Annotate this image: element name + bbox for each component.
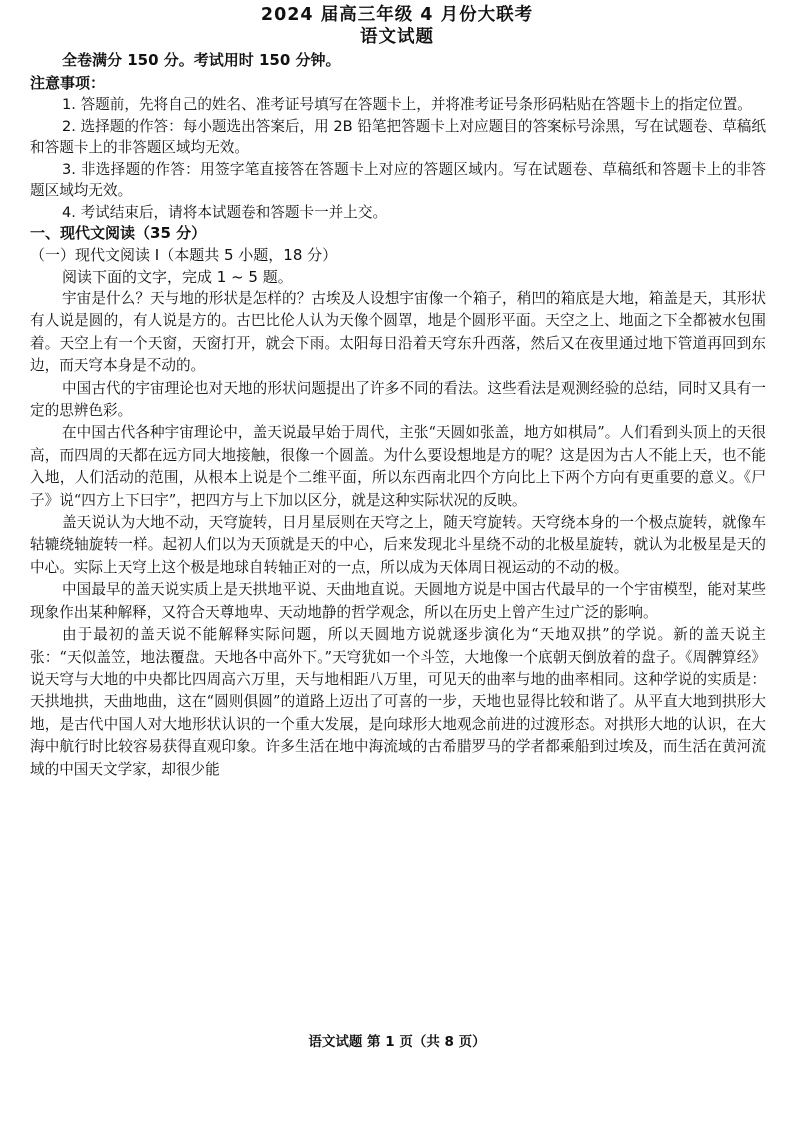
subject-title: 语文试题 (360, 27, 434, 47)
passage-paragraph: 由于最初的盖天说不能解释实际问题，所以天圆地方说就逐步演化为“天地双拱”的学说。新的盖天说主张：“天似盖笠，地法覆盘。天地各中高外下。”天穹犹如一个斗笠，大地像一个底朝天倒放着的盘子。《周髀算经》说天穹与大地的中央都比四周高六万里，天与地相距八万里，可见天的曲率与地的曲率相同。这种学说的实质是：天拱地拱，天曲地曲，这在“圆则俱圆”的道路上迈出了可喜的一步，天地也显得比较和谐了。从平直大地到拱形大地，是古代中国人对大地形状认识的一个重大发展，是向球形大地观念前进的过渡形态。对拱形大地的认识，在大海中航行时比较容易获得直观印象。许多生活在地中海流域的古希腊罗马的学者都乘船到过埃及，而生活在黄河流域的中国天文学家，却很少能 (30, 626, 766, 778)
passage-paragraph: 中国古代的宇宙理论也对天地的形状问题提出了许多不同的看法。这些看法是观测经验的总结，同时又具有一定的思辨色彩。 (30, 379, 766, 420)
notice-item: 3. 非选择题的作答：用签字笔直接答在答题卡上对应的答题区域内。写在试题卷、草稿纸和答题卡上的非答题区域均无效。 (30, 160, 766, 199)
notice-item: 2. 选择题的作答：每小题选出答案后，用 2B 铅笔把答题卡上对应题目的答案标号涂黑，写在试题卷、草稿纸和答题卡上的非答题区域均无效。 (30, 117, 766, 156)
subsection-heading: （一）现代文阅读 Ⅰ（本题共 5 小题，18 分） (30, 246, 338, 264)
exam-title: 2024 届高三年级 4 月份大联考 (260, 5, 534, 25)
reading-instruction: 阅读下面的文字，完成 1 ~ 5 题。 (62, 268, 293, 286)
page-footer: 语文试题 第 1 页（共 8 页） (308, 1034, 486, 1050)
passage-paragraph: 在中国古代各种宇宙理论中，盖天说最早始于周代，主张“天圆如张盖，地方如棋局”。人们看到头顶上的天很高，而四周的天都在远方同大地接触，很像一个圆盖。为什么要设想地是方的呢？这是因为古人不能上天，也不能入地，人们活动的范围，从根本上说是个二维平面，所以东西南北四个方向比上下两个方向有更重要的意义。《尸子》说“四方上下曰宇”，把四方与上下加以区分，就是这种实际状况的反映。 (30, 424, 766, 509)
notice-heading: 注意事项： (30, 74, 106, 92)
passage-paragraph: 中国最早的盖天说实质上是天拱地平说、天曲地直说。天圆地方说是中国古代最早的一个宇宙模型，能对某些现象作出某种解释，又符合天尊地卑、天动地静的哲学观念，所以在历史上曾产生过广泛的影响。 (30, 581, 766, 621)
passage-paragraph: 宇宙是什么？天与地的形状是怎样的？古埃及人设想宇宙像一个箱子，稍凹的箱底是大地，箱盖是天，其形状有人说是圆的，有人说是方的。古巴比伦人认为天像个圆罩，地是个圆形平面。天空之上、地面之下全都被水包围着。天空上有一个天窗，天窗打开，就会下雨。太阳每日沿着天穹东升西落，然后又在夜里通过地下管道再回到东边，而天穹本身是不动的。 (30, 290, 766, 375)
notice-item: 1. 答题前，先将自己的姓名、准考证号填写在答题卡上，并将准考证号条形码粘贴在答题卡上的指定位置。 (62, 96, 752, 113)
notice-item: 4. 考试结束后，请将本试题卷和答题卡一并上交。 (62, 203, 388, 221)
score-time-line: 全卷满分 150 分。考试用时 150 分钟。 (62, 51, 341, 69)
section-heading: 一、现代文阅读（35 分） (30, 224, 207, 242)
passage-paragraph: 盖天说认为大地不动，天穹旋转，日月星辰则在天穹之上，随天穹旋转。天穹绕本身的一个极点旋转，就像车轱辘绕轴旋转一样。起初人们以为天顶就是天的中心，后来发现北斗星绕不动的北极星旋转，就认为北极星是天的中心。实际上天穹上这个极是地球自转轴正对的一点，所以成为天体周日视运动的不动的极。 (30, 514, 766, 576)
